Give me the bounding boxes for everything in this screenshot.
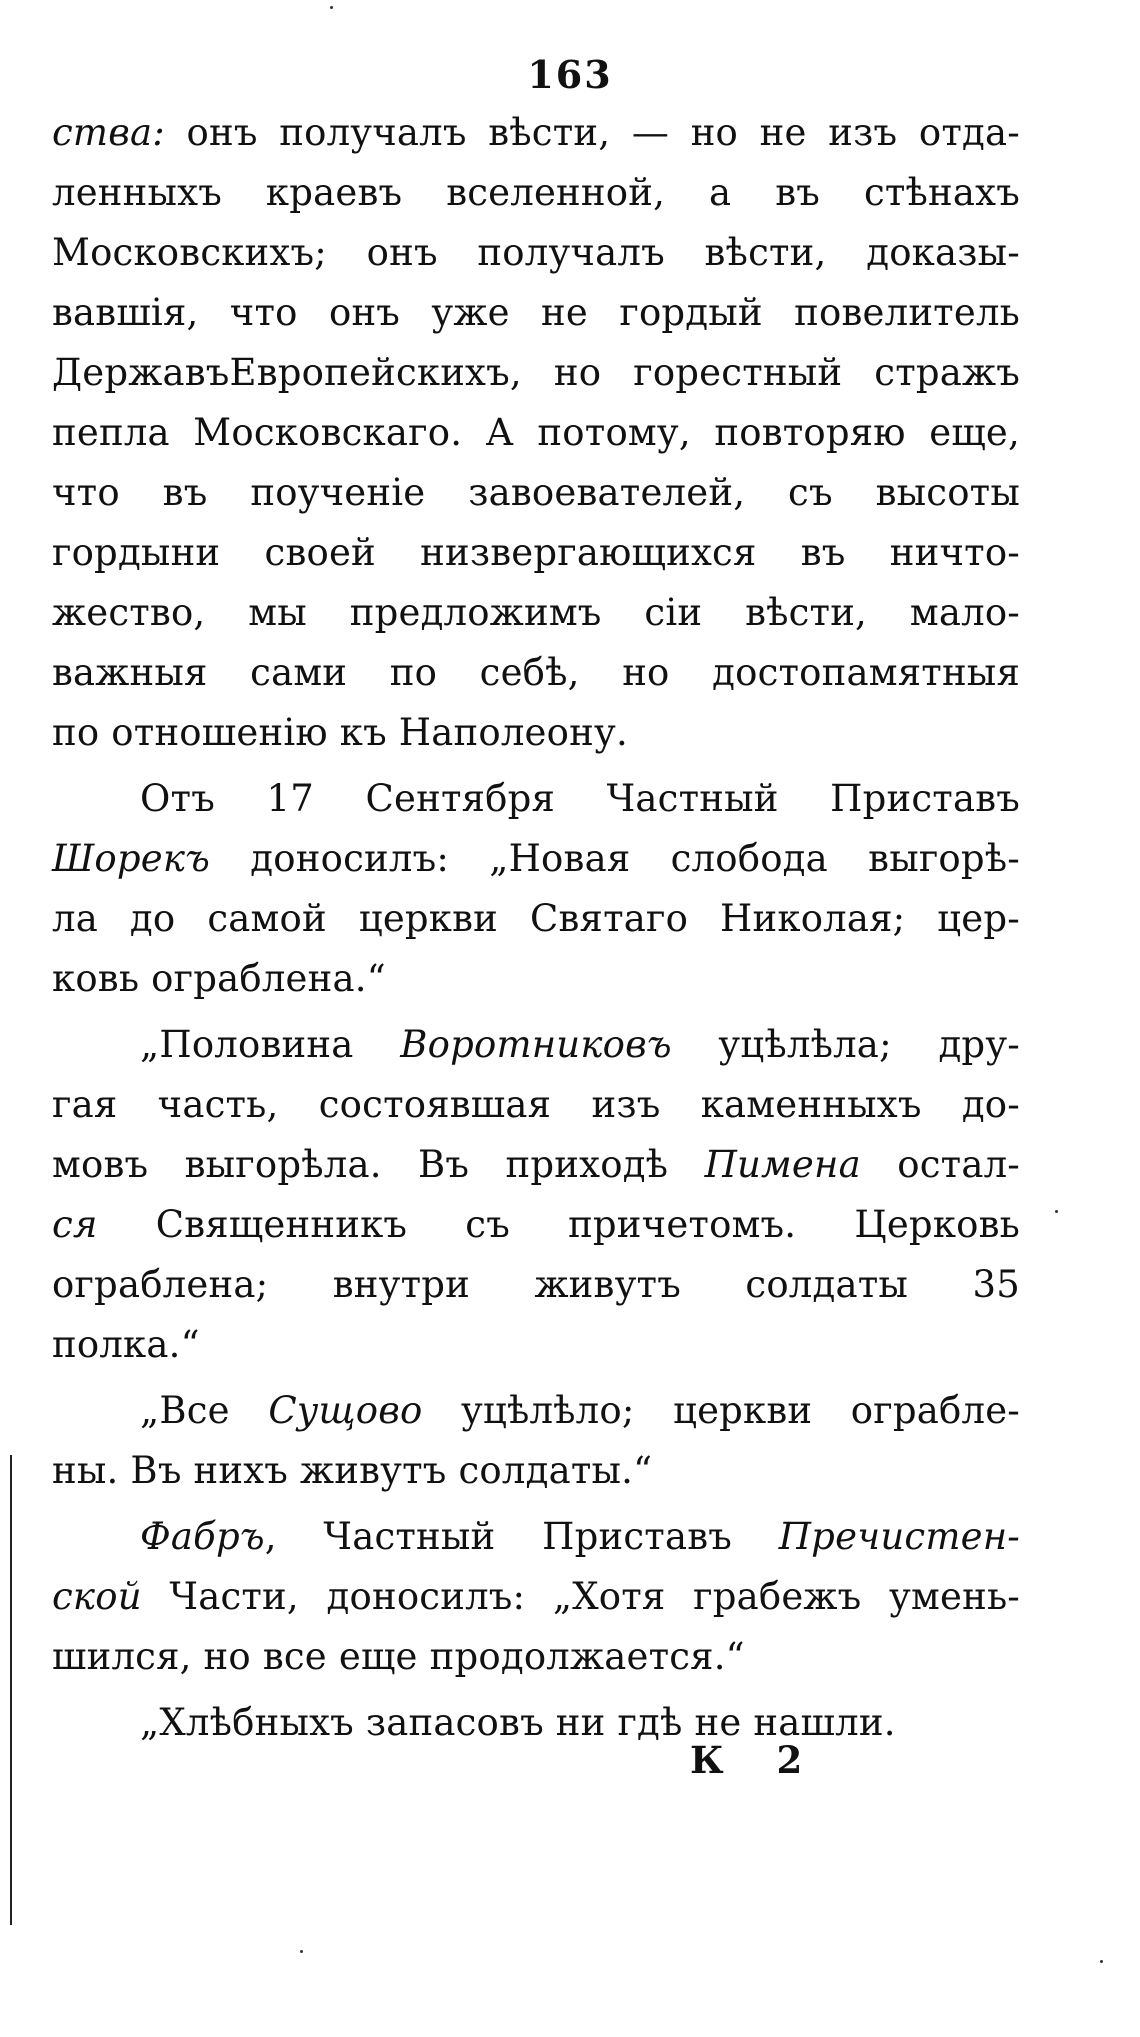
- italic-text: Пимена: [704, 1143, 861, 1186]
- scan-speck: [330, 6, 333, 9]
- italic-text: Сущово: [268, 1389, 423, 1432]
- text-line: [52, 708, 628, 758]
- margin-rule: [10, 1455, 12, 1925]
- text-line: [140, 774, 1020, 824]
- text-segment: гордыни своей низвергающихся въ ничто-: [52, 531, 1020, 574]
- text-segment: ла до самой церкви Святаго Николая; цер-: [52, 897, 1020, 940]
- italic-text: Фабръ: [140, 1515, 265, 1558]
- text-line: [52, 408, 1020, 458]
- text-segment: Московскихъ; онъ получалъ вѣсти, доказы-: [52, 231, 1020, 274]
- text-segment: онъ получалъ вѣсти, — но не изъ отда-: [164, 111, 1020, 154]
- text-segment: ковь ограблена.“: [52, 957, 386, 1000]
- text-line: [140, 1386, 1020, 1436]
- catchword-signature: К 2: [690, 1738, 803, 1782]
- text-segment: Священникъ съ причетомъ. Церковь: [97, 1203, 1020, 1246]
- text-segment: ны. Въ нихъ живутъ солдаты.“: [52, 1449, 653, 1492]
- text-segment: полка.“: [52, 1323, 200, 1366]
- text-segment: что въ поученіе завоевателей, съ высоты: [52, 471, 1020, 514]
- text-segment: доносилъ: „Новая слобода выгорѣ-: [210, 837, 1020, 880]
- text-segment: уцѣлѣла; дру-: [671, 1023, 1020, 1066]
- italic-text: ся: [52, 1203, 98, 1246]
- text-line: [52, 1260, 1020, 1310]
- text-segment: ленныхъ краевъ вселенной, а въ стѣнахъ: [52, 171, 1020, 214]
- text-segment: Отъ 17 Сентября Частный Приставъ: [140, 777, 1020, 820]
- italic-text: ства:: [52, 111, 165, 154]
- text-segment: жество, мы предложимъ сіи вѣсти, мало-: [52, 591, 1020, 634]
- italic-text: ской: [52, 1575, 142, 1618]
- text-segment: пепла Московскаго. А потому, повторяю еще,: [52, 411, 1020, 454]
- text-line: [52, 1632, 745, 1682]
- text-line: [52, 1446, 652, 1496]
- text-segment: уцѣлѣло; церкви ограбле-: [422, 1389, 1020, 1432]
- italic-text: Шорекъ: [52, 837, 211, 880]
- text-segment: , Частный Приставъ: [264, 1515, 779, 1558]
- text-line: [52, 1080, 1020, 1130]
- text-line: [52, 954, 386, 1004]
- text-segment: остал-: [860, 1143, 1020, 1186]
- text-line: [52, 288, 1020, 338]
- text-segment: вавшія, что онъ уже не гордый повелитель: [52, 291, 1020, 334]
- scan-speck: [300, 1950, 303, 1953]
- text-line: [52, 468, 1020, 518]
- text-segment: по отношенію къ Наполеону.: [52, 711, 628, 754]
- text-line: [52, 648, 1020, 698]
- text-line: [52, 228, 1020, 278]
- text-segment: гая часть, состоявшая изъ каменныхъ до-: [52, 1083, 1020, 1126]
- text-segment: шился, но все еще продолжается.“: [52, 1635, 745, 1678]
- text-line: [140, 1512, 1020, 1562]
- text-line: [52, 1572, 1020, 1622]
- text-segment: „Половина: [140, 1023, 401, 1066]
- text-line: [52, 108, 1020, 158]
- italic-text: Пречистен-: [778, 1515, 1020, 1558]
- scan-speck: [1100, 1960, 1103, 1963]
- text-segment: Части, доносилъ: „Хотя грабежъ умень-: [141, 1575, 1020, 1618]
- text-line: [52, 1200, 1020, 1250]
- text-line: [52, 348, 1020, 398]
- text-line: [52, 528, 1020, 578]
- text-segment: важныя сами по себѣ, но достопамятныя: [52, 651, 1020, 694]
- text-segment: мовъ выгорѣла. Въ приходѣ: [52, 1143, 705, 1186]
- text-line: [52, 168, 1020, 218]
- text-line: [52, 894, 1020, 944]
- scan-speck: [1055, 1210, 1058, 1213]
- text-segment: ограблена; внутри живутъ солдаты 35: [52, 1263, 1020, 1306]
- text-segment: „Все: [140, 1389, 269, 1432]
- text-line: [140, 1020, 1020, 1070]
- page-number: 163: [527, 52, 613, 97]
- text-line: [52, 834, 1020, 884]
- text-line: [52, 1140, 1020, 1190]
- text-line: [52, 588, 1020, 638]
- text-segment: ДержавъЕвропейскихъ, но горестный стражъ: [52, 351, 1020, 394]
- text-segment: „Хлѣбныхъ запасовъ ни гдѣ не нашли.: [140, 1701, 896, 1744]
- italic-text: Воротниковъ: [400, 1023, 672, 1066]
- text-line: [52, 1320, 200, 1370]
